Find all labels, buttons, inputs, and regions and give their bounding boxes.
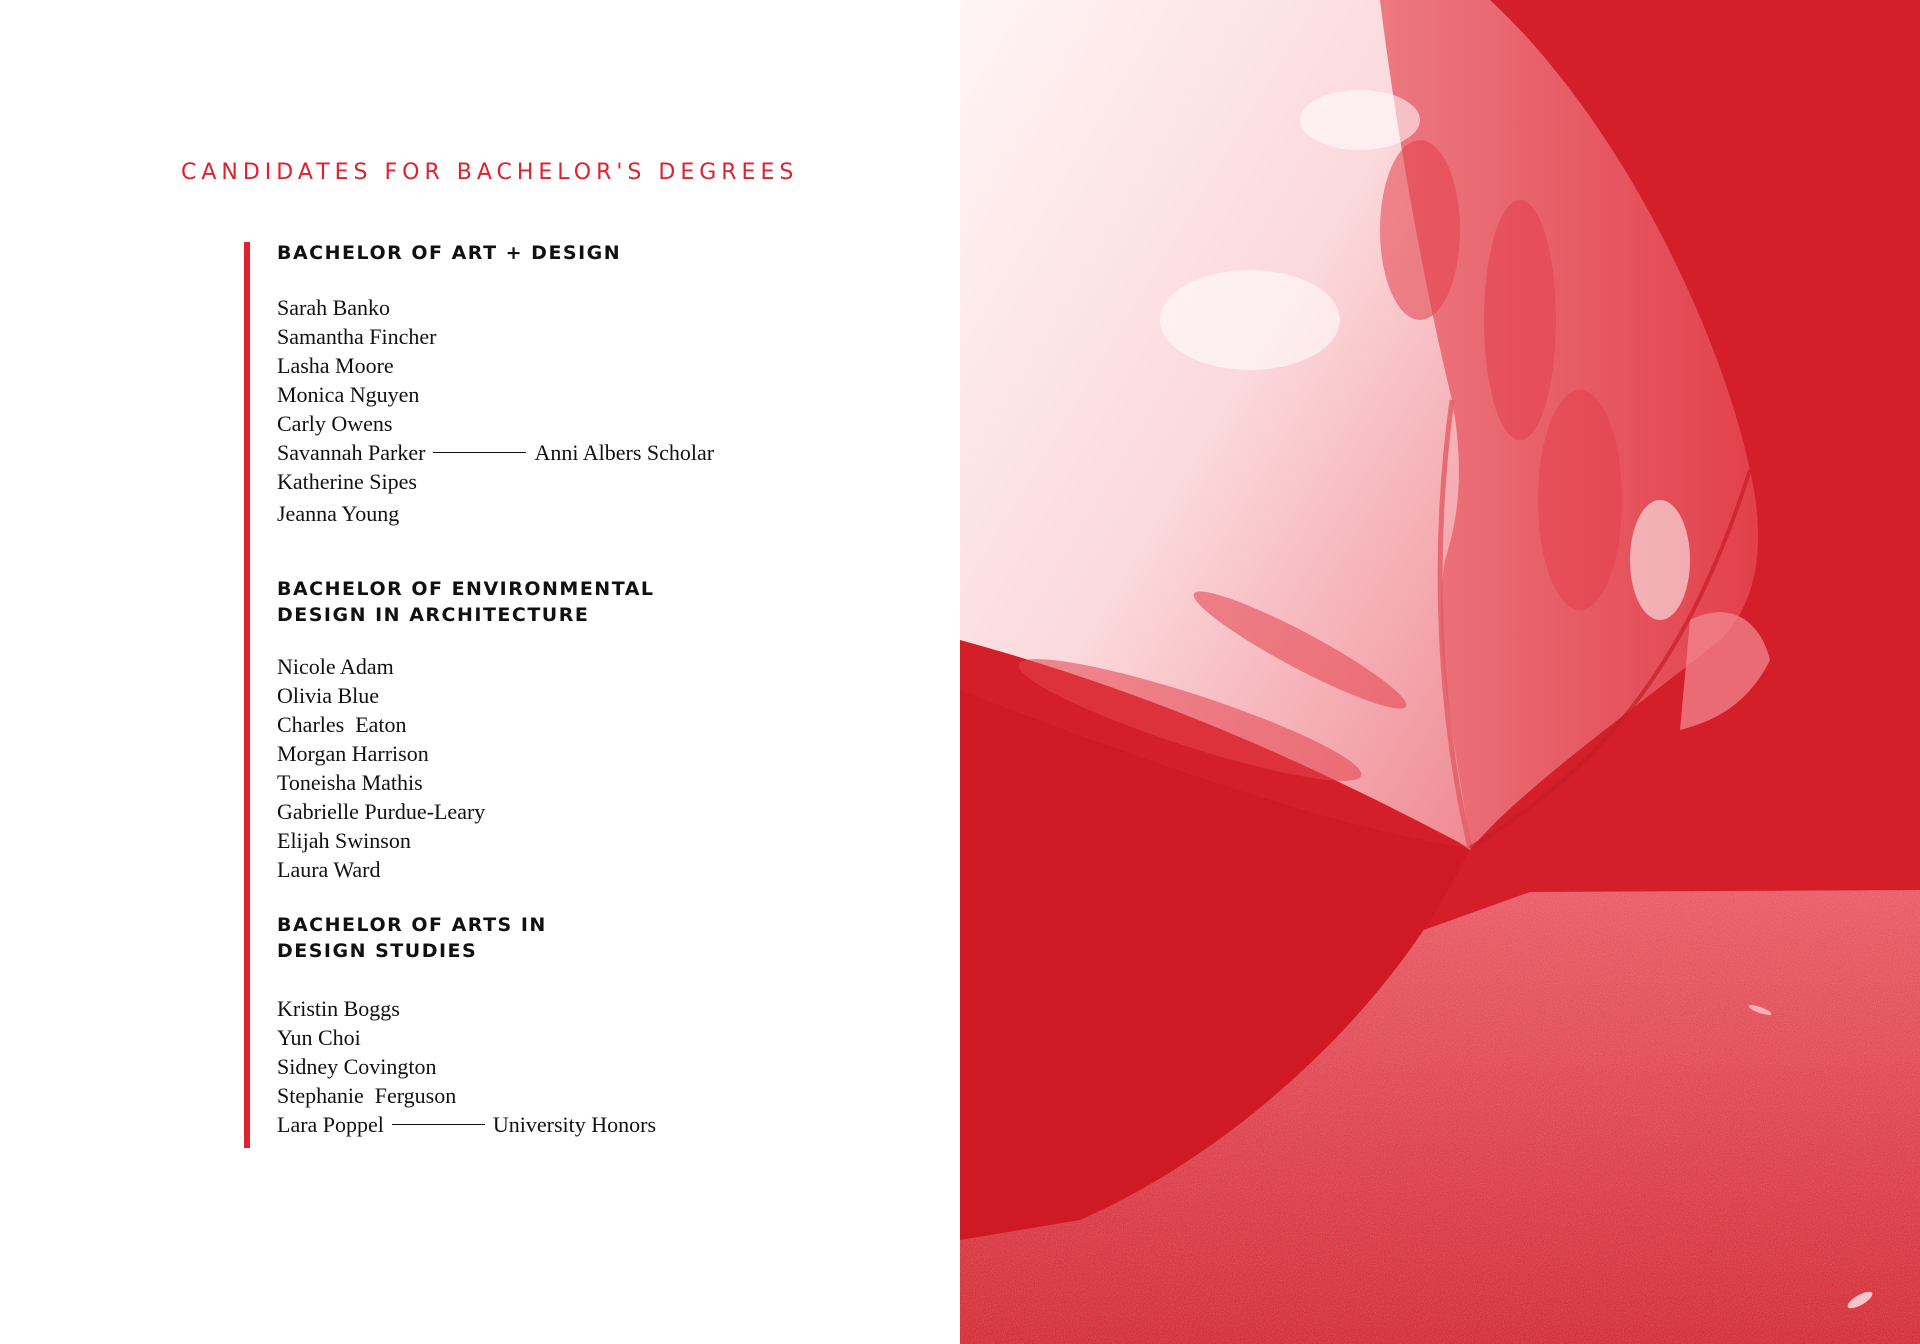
honor-label: University Honors (492, 1112, 657, 1137)
list-item (277, 467, 714, 496)
candidate-name: Toneisha Mathis (277, 770, 423, 795)
program-title-line: DESIGN STUDIES (277, 940, 478, 962)
list-item (277, 855, 485, 884)
candidate-name: Sarah Banko (277, 295, 391, 320)
list-item (277, 1110, 656, 1139)
candidate-name: Carly Owens (277, 411, 393, 436)
list-item (277, 293, 714, 322)
list-item (277, 351, 714, 380)
program-title-line: BACHELOR OF ARTS IN (277, 914, 547, 936)
candidate-name: Savannah Parker (277, 440, 426, 465)
list-item (277, 1052, 656, 1081)
program-title-art-design (277, 240, 621, 266)
honor-label: Anni Albers Scholar (534, 440, 715, 465)
candidate-name: Katherine Sipes (277, 469, 417, 494)
list-item (277, 1081, 656, 1110)
candidate-name: Charles Eaton (277, 712, 407, 737)
honor-dash (392, 1124, 485, 1125)
list-item (277, 739, 485, 768)
candidate-name: Laura Ward (277, 857, 381, 882)
candidate-name: Sidney Covington (277, 1054, 437, 1079)
program-title-line: BACHELOR OF ART + DESIGN (277, 242, 622, 264)
candidate-name: Samantha Fincher (277, 324, 437, 349)
candidate-name: Lara Poppel (277, 1112, 384, 1137)
red-sculpture-photo (960, 0, 1920, 1344)
sculpture-image (960, 0, 1920, 1344)
list-item (277, 499, 714, 528)
program-title-design-studies (277, 912, 547, 964)
list-item (277, 681, 485, 710)
candidate-name: Olivia Blue (277, 683, 380, 708)
name-list-art-design (277, 293, 714, 528)
candidate-name: Morgan Harrison (277, 741, 429, 766)
candidate-name: Yun Choi (277, 1025, 361, 1050)
candidate-name: Kristin Boggs (277, 996, 400, 1021)
list-item (277, 1023, 656, 1052)
list-item (277, 322, 714, 351)
list-item (277, 438, 714, 467)
name-list-design-studies (277, 994, 656, 1139)
list-item (277, 710, 485, 739)
name-list-environmental-design (277, 652, 485, 884)
list-item (277, 797, 485, 826)
list-item (277, 826, 485, 855)
candidate-name: Lasha Moore (277, 353, 394, 378)
list-item (277, 409, 714, 438)
list-item (277, 652, 485, 681)
candidate-name: Elijah Swinson (277, 828, 411, 853)
page-title: CANDIDATES FOR BACHELOR'S DEGREES (181, 160, 799, 185)
candidate-name: Monica Nguyen (277, 382, 420, 407)
candidate-name: Gabrielle Purdue-Leary (277, 799, 486, 824)
program-title-environmental-design (277, 576, 655, 628)
list-item (277, 994, 656, 1023)
candidate-name: Stephanie Ferguson (277, 1083, 457, 1108)
candidate-name: Jeanna Young (277, 501, 400, 526)
accent-rule (244, 242, 250, 1148)
honor-dash (433, 452, 526, 453)
program-title-line: BACHELOR OF ENVIRONMENTAL (277, 578, 655, 600)
program-title-line: DESIGN IN ARCHITECTURE (277, 604, 590, 626)
list-item (277, 768, 485, 797)
candidate-name: Nicole Adam (277, 654, 394, 679)
list-item (277, 380, 714, 409)
